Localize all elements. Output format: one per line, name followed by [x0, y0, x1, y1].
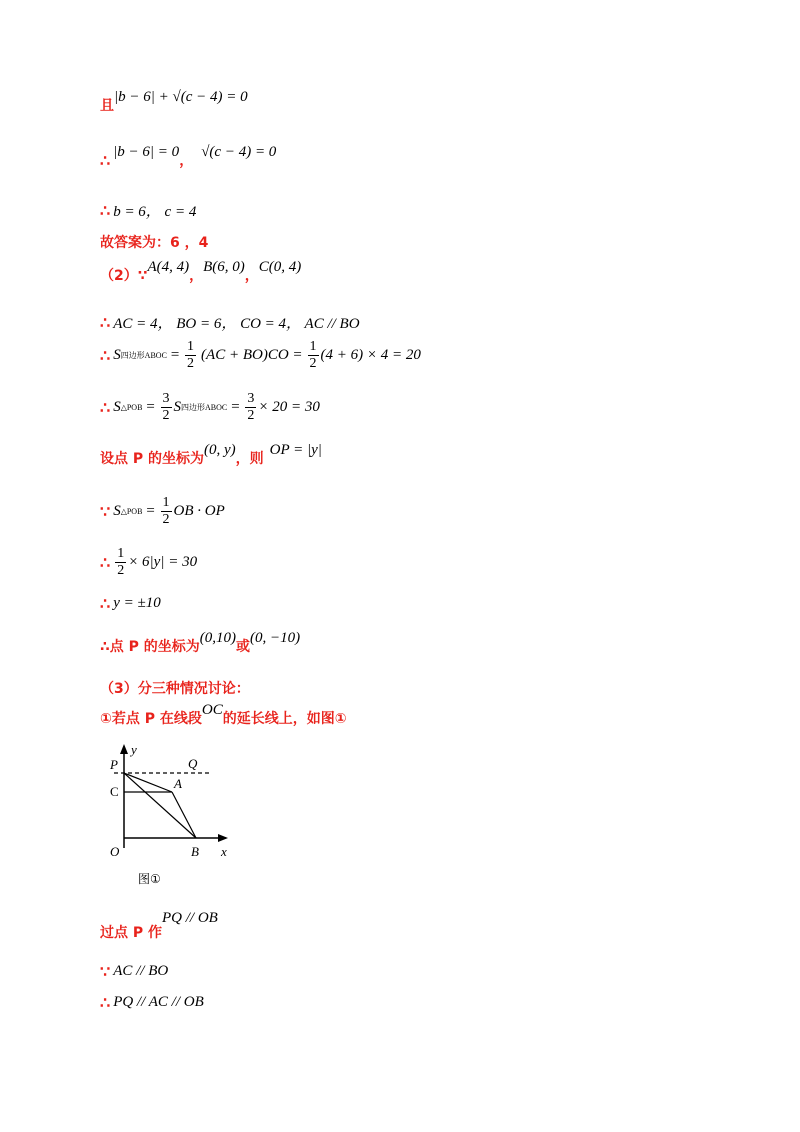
denominator: 2 — [162, 512, 170, 527]
line-y-value — [100, 594, 161, 613]
fraction — [185, 340, 196, 371]
therefore-symbol: ∴ — [100, 346, 111, 365]
label-c: C — [110, 784, 119, 799]
text: 设点 P 的坐标为 — [100, 451, 205, 467]
area-subscript: 四边形ABOC — [120, 351, 167, 360]
text: ∴点 P 的坐标为 — [100, 639, 200, 655]
separator: ， — [189, 268, 204, 284]
label-b: B — [191, 844, 199, 859]
math-expression: b = 6， c = 4 — [113, 204, 197, 220]
area-symbol: S — [173, 399, 182, 415]
label-a: A — [174, 776, 182, 791]
numerator: 1 — [187, 339, 195, 354]
math-expression: AC = 4， BO = 6， CO = 4， AC // BO — [113, 316, 360, 332]
therefore-symbol: ∴ — [100, 594, 111, 613]
fraction — [245, 392, 256, 423]
point-a: A(4, 4) — [147, 258, 190, 275]
point-c: C(0, 4) — [258, 258, 302, 275]
segment-pb — [124, 773, 196, 838]
numerator: 3 — [162, 391, 170, 406]
fraction — [308, 340, 319, 371]
math-expression: PQ // OB — [162, 909, 218, 926]
therefore-symbol: ∴ — [100, 993, 111, 1012]
point-b: B(6, 0) — [203, 258, 245, 275]
area-subscript: 四边形ABOC — [181, 403, 228, 412]
denominator: 2 — [117, 563, 125, 578]
math-expression: (AC + BO)CO = — [201, 347, 303, 363]
numerator: 1 — [309, 339, 317, 354]
math-expression: y = ±10 — [113, 595, 161, 611]
numerator: 3 — [247, 391, 255, 406]
figure-caption: 图① — [138, 872, 161, 886]
label-p: P — [110, 757, 118, 772]
because-symbol: ∵ — [100, 502, 111, 521]
geometry-figure — [100, 738, 240, 888]
numerator: 1 — [117, 546, 125, 561]
equals-sign: = — [230, 399, 241, 415]
math-expression: |b − 6| = 0 — [113, 143, 180, 160]
math-expression: × 6|y| = 30 — [128, 554, 198, 570]
prefix-text: 且 — [100, 98, 114, 114]
therefore-symbol: ∴ — [100, 398, 111, 417]
line-all-parallel — [100, 993, 204, 1012]
line-area-triangle — [100, 392, 320, 423]
area-subscript: △POB — [120, 507, 143, 516]
math-expression: × 20 = 30 — [258, 399, 320, 415]
line-therefore-zero — [100, 143, 277, 170]
math-expression: (0, −10) — [250, 629, 301, 646]
numerator: 1 — [162, 495, 170, 510]
line-set-point-p — [100, 441, 322, 468]
separator: ， — [179, 153, 194, 169]
answer-line: 故答案为：6 ，4 — [100, 235, 209, 251]
math-expression: √(c − 4) = 0 — [201, 143, 277, 160]
segment-pa — [124, 773, 172, 792]
label-q: Q — [188, 756, 198, 771]
line-area-quadrilateral — [100, 340, 421, 371]
line-ac-parallel-bo — [100, 962, 168, 981]
math-expression: PQ // AC // OB — [113, 994, 204, 1010]
area-symbol: S — [113, 347, 121, 363]
line-area-formula — [100, 496, 225, 527]
line-draw-pq — [100, 909, 218, 942]
fraction — [161, 392, 172, 423]
y-arrow — [120, 744, 128, 754]
math-expression: (0, y) — [204, 441, 236, 458]
math-expression: (4 + 6) × 4 = 20 — [320, 347, 421, 363]
math-expression: OB · OP — [173, 503, 225, 519]
denominator: 2 — [187, 356, 195, 371]
text: ①若点 P 在线段 — [100, 711, 202, 727]
math-expression: AC // BO — [113, 963, 169, 979]
math-expression: |b − 6| + √(c − 4) = 0 — [114, 88, 248, 105]
x-arrow — [218, 834, 228, 842]
line-case-1 — [100, 701, 347, 728]
equals-sign: = — [169, 347, 181, 363]
text: 的延长线上，如图① — [222, 711, 347, 727]
math-expression: OC — [201, 701, 223, 718]
label-x: x — [221, 844, 227, 859]
line-condition — [100, 88, 248, 115]
segment-ab — [172, 792, 196, 838]
fraction — [161, 496, 172, 527]
line-equation — [100, 547, 197, 578]
line-p-coordinates — [100, 629, 301, 656]
therefore-symbol: ∴ — [100, 201, 111, 220]
therefore-symbol: ∴ — [100, 313, 111, 332]
separator: ， — [244, 268, 259, 284]
equals-sign: = — [145, 399, 156, 415]
denominator: 2 — [309, 356, 317, 371]
area-symbol: S — [113, 503, 121, 519]
denominator: 2 — [247, 408, 255, 423]
therefore-symbol: ∴ — [100, 150, 111, 170]
section-3-heading: （3）分三种情况讨论： — [100, 681, 250, 697]
text: ，则 — [235, 451, 264, 467]
math-expression: OP = |y| — [269, 441, 322, 458]
area-symbol: S — [113, 399, 121, 415]
because-symbol: ∵ — [100, 962, 111, 981]
area-subscript: △POB — [120, 403, 143, 412]
math-expression: (0,10) — [199, 629, 236, 646]
line-lengths — [100, 312, 360, 333]
text: 或 — [236, 639, 250, 655]
denominator: 2 — [162, 408, 170, 423]
therefore-symbol: ∴ — [100, 553, 111, 572]
text: 过点 P 作 — [100, 925, 163, 941]
prefix-text: （2）∵ — [100, 268, 148, 284]
label-y: y — [131, 742, 137, 757]
line-points — [100, 258, 302, 285]
line-b-c-values — [100, 200, 196, 221]
fraction — [115, 547, 126, 578]
equals-sign: = — [145, 503, 156, 519]
label-o: O — [110, 844, 120, 859]
